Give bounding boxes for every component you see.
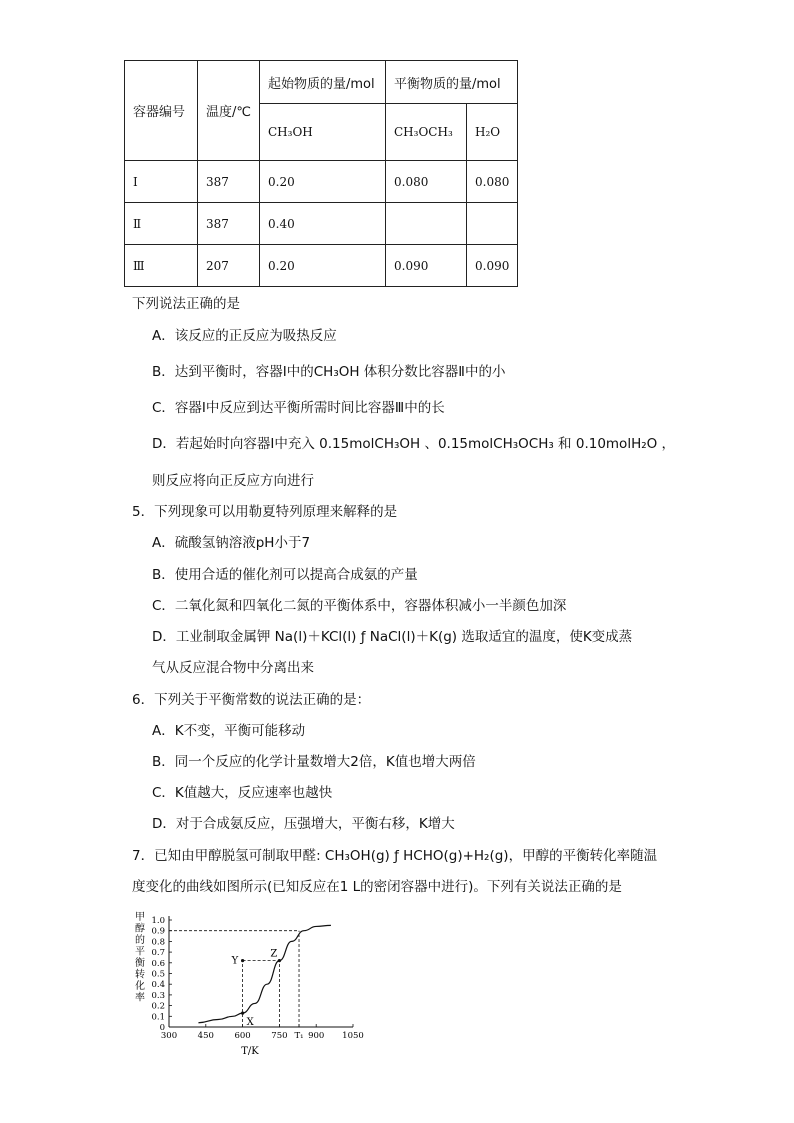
q4-option-d: D．若起始时向容器Ⅰ中充入 0.15molCH₃OH 、0.15molCH₃OCH₃ 和 0.10molH₂O ， bbox=[152, 436, 676, 452]
q6-option-c: C．K值越大，反应速率也越快 bbox=[152, 785, 333, 801]
row1-ch3oh: 0.20 bbox=[260, 161, 386, 203]
chart-guides bbox=[169, 931, 299, 1027]
x-axis-label: T/K bbox=[241, 1046, 259, 1057]
q5-option-d: D．工业制取金属钾 Na(l)＋KCl(l) ƒ NaCl(l)＋K(g) 选取适宜的温度，使K变成蒸 bbox=[152, 629, 633, 645]
y-label-char: 衡 bbox=[135, 958, 145, 969]
y-tick-label: 1.0 bbox=[151, 916, 165, 926]
chart-axes bbox=[169, 916, 353, 1027]
chart-series bbox=[198, 925, 330, 1022]
q5-option-b: B．使用合适的催化剂可以提高合成氨的产量 bbox=[152, 567, 418, 583]
point-x bbox=[241, 1011, 244, 1014]
point-label-y: Y bbox=[231, 955, 239, 967]
y-tick-label: 0.4 bbox=[151, 980, 165, 991]
row2-h2o bbox=[467, 203, 518, 245]
row3-temp: 207 bbox=[198, 245, 260, 287]
header-start-amount: 起始物质的量/mol bbox=[260, 61, 386, 104]
chart-ticks bbox=[151, 916, 363, 1041]
q5-option-c: C．二氧化氮和四氧化二氮的平衡体系中，容器体积减小一半颜色加深 bbox=[152, 598, 567, 614]
q4-option-d-cont: 则反应将向正反应方向进行 bbox=[152, 473, 314, 489]
y-tick-label: 0.2 bbox=[151, 1001, 165, 1012]
q4-stem: 下列说法正确的是 bbox=[132, 296, 240, 312]
x-tick-label: 450 bbox=[197, 1031, 214, 1041]
y-label-char: 率 bbox=[135, 992, 145, 1004]
header-eq-amount: 平衡物质的量/mol bbox=[386, 61, 518, 104]
header-container: 容器编号 bbox=[125, 61, 198, 161]
y-label-char: 转 bbox=[135, 969, 145, 981]
x-tick-label: 600 bbox=[234, 1031, 251, 1041]
header-h2o: H₂O bbox=[467, 104, 518, 161]
x-tick-label: 300 bbox=[160, 1031, 178, 1041]
data-table bbox=[124, 60, 518, 287]
x-tick-label: 900 bbox=[308, 1031, 325, 1041]
y-tick-label: 0.3 bbox=[151, 990, 165, 1001]
q4-option-a: A．该反应的正反应为吸热反应 bbox=[152, 328, 337, 344]
row1-h2o: 0.080 bbox=[467, 161, 518, 203]
x-tick-label: T₁ bbox=[294, 1031, 304, 1041]
row2-ch3oh: 0.40 bbox=[260, 203, 386, 245]
y-tick-label: 0 bbox=[159, 1023, 165, 1033]
point-label-x: X bbox=[246, 1017, 254, 1029]
header-temp: 温度/℃ bbox=[198, 61, 260, 161]
y-tick-label: 0.7 bbox=[151, 948, 165, 959]
row1-ch3och3: 0.080 bbox=[386, 161, 467, 203]
q5-stem: 5．下列现象可以用勒夏特列原理来解释的是 bbox=[132, 504, 398, 520]
x-tick-label: 750 bbox=[271, 1031, 288, 1041]
row2-temp: 387 bbox=[198, 203, 260, 245]
row1-temp: 387 bbox=[198, 161, 260, 203]
y-label-char: 的 bbox=[135, 935, 145, 946]
q7-stem-cont: 度变化的曲线如图所示(已知反应在1 L的密闭容器中进行)。下列有关说法正确的是 bbox=[132, 879, 622, 895]
point-y bbox=[241, 959, 244, 962]
y-label-char: 醇 bbox=[135, 923, 145, 935]
x-tick-label: 1050 bbox=[342, 1031, 364, 1041]
point-z bbox=[278, 959, 281, 962]
row3-ch3oh: 0.20 bbox=[260, 245, 386, 287]
row3-id: Ⅲ bbox=[125, 245, 198, 287]
y-tick-label: 0.8 bbox=[151, 937, 165, 948]
y-label-char: 平 bbox=[135, 946, 145, 958]
conversion-curve bbox=[198, 925, 330, 1022]
q6-option-b: B．同一个反应的化学计量数增大2倍，K值也增大两倍 bbox=[152, 754, 476, 770]
y-tick-label: 0.9 bbox=[151, 926, 165, 937]
point-label-z: Z bbox=[270, 948, 278, 960]
y-axis-label bbox=[135, 911, 145, 1004]
y-tick-label: 0.1 bbox=[151, 1012, 165, 1023]
q6-option-a: A．K不变，平衡可能移动 bbox=[152, 723, 306, 739]
q4-option-c: C．容器Ⅰ中反应到达平衡所需时间比容器Ⅲ中的长 bbox=[152, 400, 445, 416]
q7-stem: 7．已知由甲醇脱氢可制取甲醛: CH₃OH(g) ƒ HCHO(g)+H₂(g)，甲醇的平衡转化率随温 bbox=[132, 848, 658, 864]
q5-option-a: A．硫酸氢钠溶液pH小于7 bbox=[152, 535, 311, 551]
y-label-char: 化 bbox=[135, 981, 145, 992]
q6-option-d: D．对于合成氨反应，压强增大，平衡右移，K增大 bbox=[152, 816, 455, 832]
y-tick-label: 0.6 bbox=[151, 958, 165, 969]
row2-ch3och3 bbox=[386, 203, 467, 245]
y-tick-label: 0.5 bbox=[151, 969, 165, 980]
q6-stem: 6．下列关于平衡常数的说法正确的是： bbox=[132, 692, 371, 708]
row3-h2o: 0.090 bbox=[467, 245, 518, 287]
header-ch3oh: CH₃OH bbox=[260, 104, 386, 161]
row1-id: Ⅰ bbox=[125, 161, 198, 203]
q4-option-b: B．达到平衡时，容器Ⅰ中的CH₃OH 体积分数比容器Ⅱ中的小 bbox=[152, 364, 506, 380]
row3-ch3och3: 0.090 bbox=[386, 245, 467, 287]
header-ch3och3: CH₃OCH₃ bbox=[386, 104, 467, 161]
y-label-char: 甲 bbox=[135, 912, 145, 923]
row2-id: Ⅱ bbox=[125, 203, 198, 245]
q5-option-d-cont: 气从反应混合物中分离出来 bbox=[152, 660, 314, 676]
conversion-chart bbox=[128, 908, 364, 1058]
